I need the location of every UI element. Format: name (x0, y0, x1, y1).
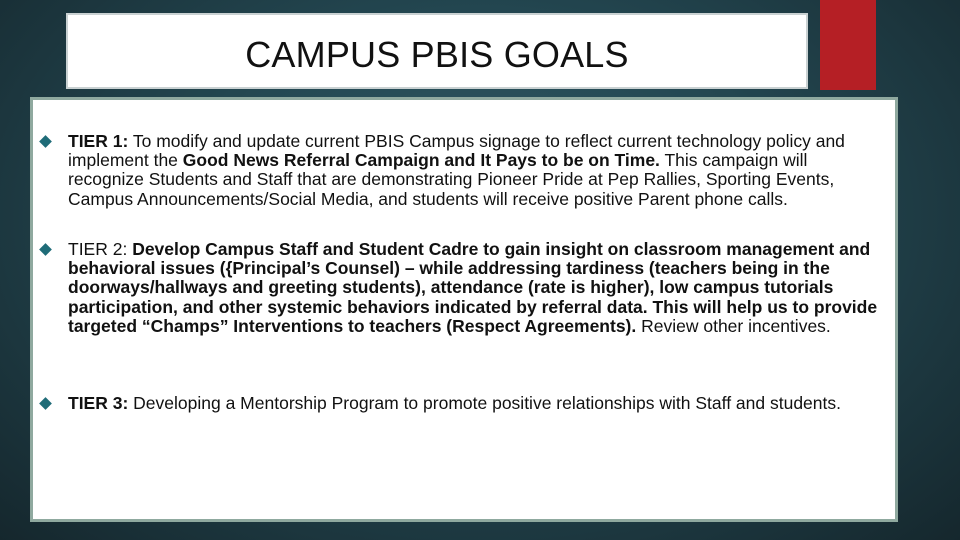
tier-1-text-part-2: This campaign will recognize Students and Staff that are demonstrating Pioneer Pride at Pep Rallies, Sporting Events, Campus Announcements/Social Media, and students will receive positive Parent phone calls. (68, 150, 835, 209)
content-box (30, 97, 898, 522)
tier-2-goal (68, 240, 883, 336)
diamond-bullet-icon (39, 397, 52, 410)
tier-3-label: TIER 3: (68, 393, 129, 413)
tier-3-goal (68, 394, 883, 413)
title-box (66, 13, 808, 89)
diamond-bullet-icon (39, 135, 52, 148)
tier-1-campaign-name: Good News Referral Campaign and It Pays to be on Time. (182, 150, 660, 171)
tier-1-goal (68, 132, 883, 209)
slide-title: CAMPUS PBIS GOALS (245, 34, 629, 75)
diamond-bullet-icon (39, 243, 52, 256)
tier-3-text-part-1: Developing a Mentorship Program to promote positive relationships with Staff and students. (128, 393, 841, 413)
tier-2-text-part-1: Review other incentives. (636, 315, 831, 336)
tier-1-label: TIER 1: (68, 131, 129, 151)
tier-2-bold-text: Develop Campus Staff and Student Cadre to gain insight on classroom management and behavioral issues ({Principal’s Counsel) – while addressing tardiness (teachers being in the doorways/hallways and greeting students), attendance (rate is higher), low campus tutorials participation, and other systemic behaviors indicated by referral data. This will help us to provide targeted “Champs” Interventions to teachers (Respect Agreements). (68, 239, 878, 336)
tier-1-text-part-1: To modify and update current PBIS Campus signage to reflect current technology policy and implement the (68, 131, 845, 171)
tier-2-label: TIER 2: (68, 239, 128, 259)
red-accent-bar (820, 0, 876, 90)
